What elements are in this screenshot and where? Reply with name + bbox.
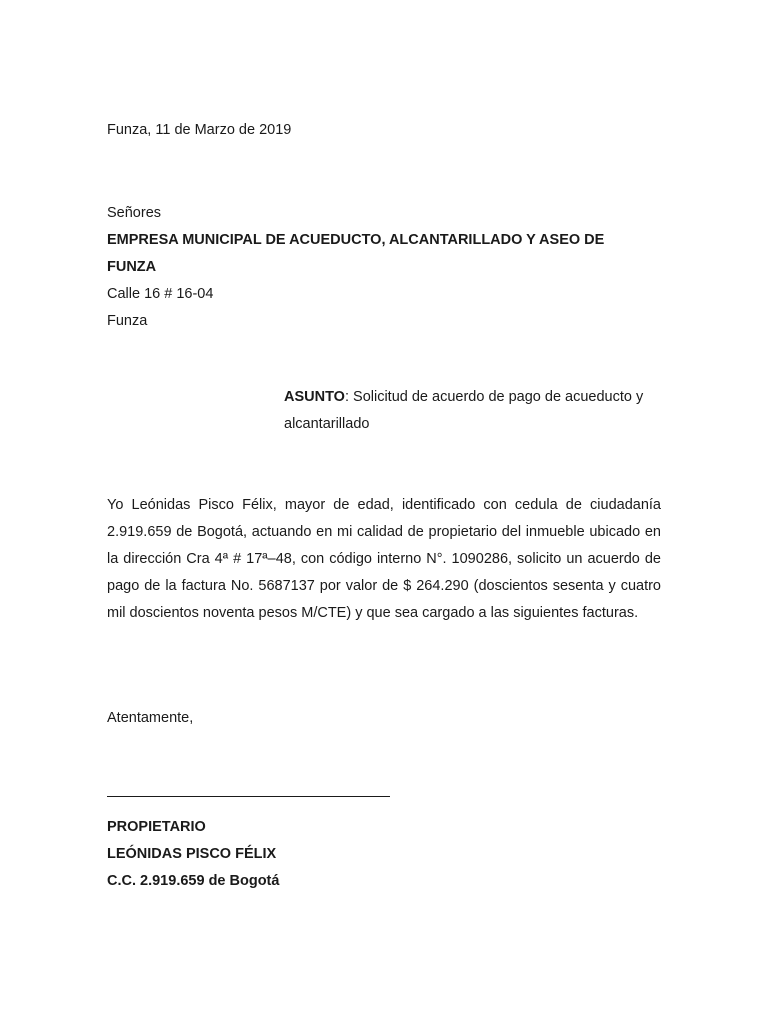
recipient-company-line1: EMPRESA MUNICIPAL DE ACUEDUCTO, ALCANTARILLADO Y ASEO DE: [107, 232, 605, 248]
date-line: Funza, 11 de Marzo de 2019: [107, 122, 292, 138]
signature-id: C.C. 2.919.659 de Bogotá: [107, 873, 280, 889]
recipient-block: [107, 200, 667, 335]
signature-name: LEÓNIDAS PISCO FÉLIX: [107, 846, 277, 862]
subject-text: : Solicitud de acuerdo de pago de acueducto y alcantarillado: [284, 389, 644, 432]
recipient-city: Funza: [107, 313, 148, 329]
subject-block: [284, 384, 664, 438]
signature-block: [107, 814, 279, 895]
subject-label: ASUNTO: [284, 389, 345, 405]
signature-role: PROPIETARIO: [107, 819, 206, 835]
signature-line: [107, 796, 390, 797]
recipient-salutation: Señores: [107, 205, 162, 221]
recipient-company-line2: FUNZA: [107, 259, 157, 275]
closing-line: Atentamente,: [107, 710, 194, 726]
letter-body: Yo Leónidas Pisco Félix, mayor de edad, identificado con cedula de ciudadanía 2.919.659 de Bogotá, actuando en mi calidad de propietario del inmueble ubicado en la dirección Cra 4ª # 17ª–48, con código interno N°. 1090286, solicito un acuerdo de pago de la factura No. 5687137 por valor de $ 264.290 (doscientos sesenta y cuatro mil doscientos noventa pesos M/CTE) y que sea cargado a las siguientes facturas.: [107, 497, 661, 621]
recipient-address: Calle 16 # 16-04: [107, 286, 214, 302]
